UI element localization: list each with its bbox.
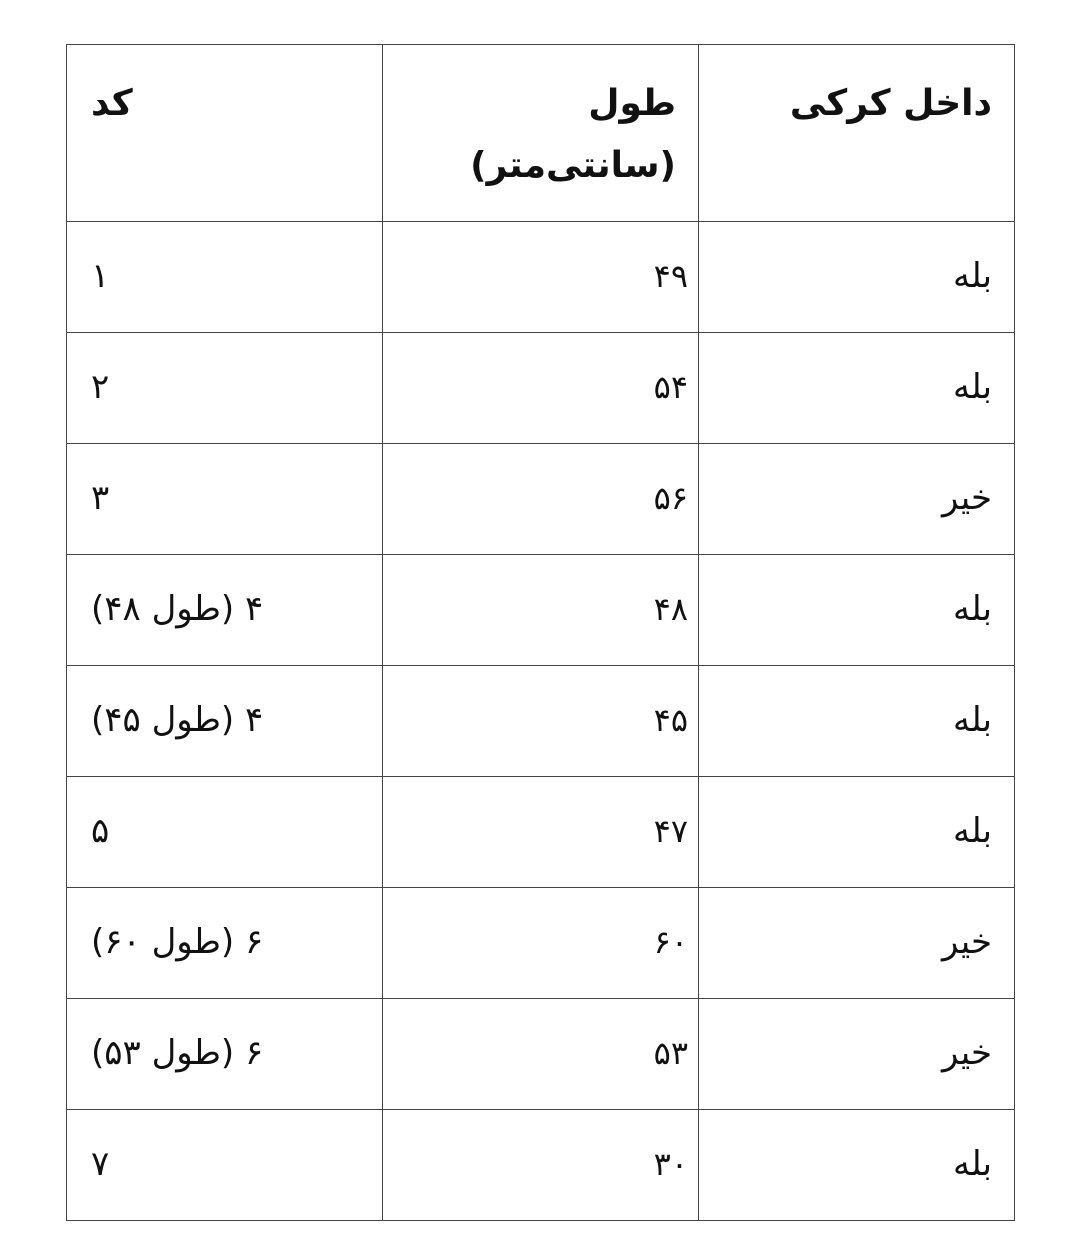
header-code-label: کد <box>91 83 133 124</box>
cell-inside: بله <box>699 777 1015 888</box>
header-inside-label: داخل کرکی <box>789 83 992 124</box>
header-length-label: طول <box>588 83 676 124</box>
cell-code-text: ۶ (طول ۵۳) <box>91 1033 264 1073</box>
cell-code <box>67 777 383 888</box>
cell-length: ۴۸ <box>383 555 699 666</box>
cell-code-text: ۶ (طول ۶۰) <box>91 922 264 962</box>
table-header-row <box>67 45 1015 222</box>
table-row <box>67 444 1015 555</box>
cell-length: ۶۰ <box>383 888 699 999</box>
header-inside <box>699 45 1015 222</box>
cell-code <box>67 666 383 777</box>
cell-code-text: ۳ <box>91 478 110 518</box>
cell-inside: بله <box>699 222 1015 333</box>
cell-code-text: ۷ <box>91 1144 110 1184</box>
cell-length: ۳۰ <box>383 1110 699 1221</box>
cell-inside: بله <box>699 555 1015 666</box>
header-length-unit: (سانتی‌متر) <box>470 145 676 186</box>
cell-inside: بله <box>699 1110 1015 1221</box>
cell-inside: خیر <box>699 444 1015 555</box>
header-length <box>383 45 699 222</box>
table-row <box>67 222 1015 333</box>
table-row <box>67 888 1015 999</box>
cell-code <box>67 999 383 1110</box>
cell-inside: بله <box>699 333 1015 444</box>
table-row <box>67 666 1015 777</box>
cell-length: ۴۹ <box>383 222 699 333</box>
cell-inside: بله <box>699 666 1015 777</box>
cell-code-text: ۲ <box>91 367 110 407</box>
table-row <box>67 999 1015 1110</box>
cell-code <box>67 888 383 999</box>
cell-length: ۵۴ <box>383 333 699 444</box>
cell-inside: خیر <box>699 999 1015 1110</box>
table-row <box>67 1110 1015 1221</box>
cell-code-text: ۵ <box>91 811 110 851</box>
cell-code <box>67 1110 383 1221</box>
cell-length: ۴۷ <box>383 777 699 888</box>
table-row <box>67 333 1015 444</box>
cell-length: ۵۳ <box>383 999 699 1110</box>
table-row <box>67 555 1015 666</box>
data-table <box>66 44 1015 1221</box>
cell-code <box>67 444 383 555</box>
cell-code-text: ۴ (طول ۴۵) <box>91 700 264 740</box>
cell-code <box>67 333 383 444</box>
header-code <box>67 45 383 222</box>
cell-code <box>67 222 383 333</box>
cell-length: ۵۶ <box>383 444 699 555</box>
cell-code-text: ۱ <box>91 256 110 296</box>
data-table-container <box>66 44 1014 1221</box>
cell-code <box>67 555 383 666</box>
cell-inside: خیر <box>699 888 1015 999</box>
table-row <box>67 777 1015 888</box>
cell-code-text: ۴ (طول ۴۸) <box>91 589 264 629</box>
cell-length: ۴۵ <box>383 666 699 777</box>
